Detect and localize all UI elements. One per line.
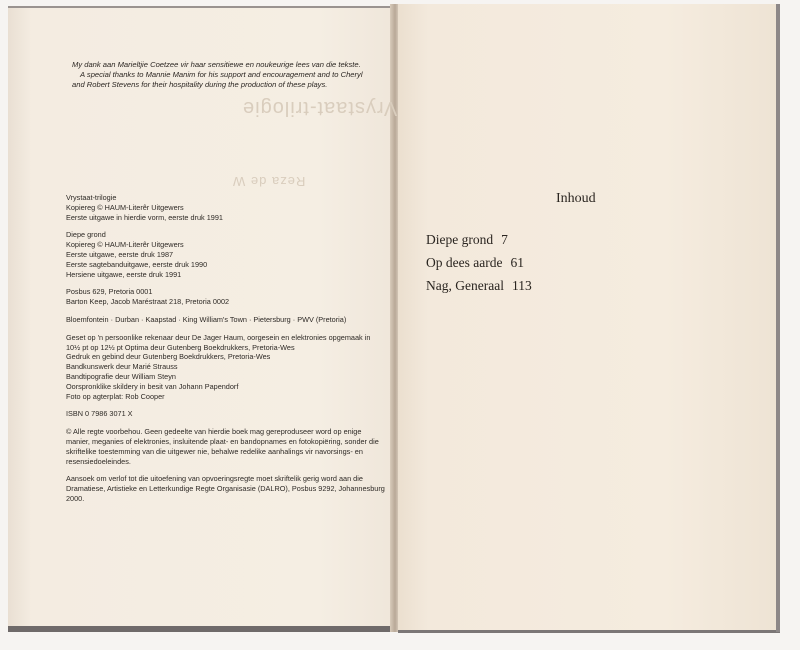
imprint-diepe-grond	[66, 230, 386, 279]
imprint-line: Eerste uitgawe in hierdie vorm, eerste druk 1991	[66, 212, 223, 222]
right-page	[398, 4, 780, 633]
right-page-edge	[776, 4, 780, 632]
imprint-line: Geset op 'n persoonlike rekenaar deur De Jager Haum, oorgesein en elektronies opgemaak in 10½ pt op 12½ pt Optima deur Gutenberg Boekdrukkers, Pretoria-Wes	[66, 332, 371, 352]
imprint-line: Eerste uitgawe, eerste druk 1987	[66, 249, 174, 259]
imprint-rights: © Alle regte voorbehou. Geen gedeelte van hierdie boek mag gereproduseer word op enige manier, meganies of elektronies, insluitende plaat- en bandopnames en fotokopiëring, sonder die skriftelike toestemming van die uitgewer nie, behalwe redelike aanhalings vir navorsings- en resensiedoeleindes.	[66, 427, 379, 466]
copyright-imprint	[66, 193, 386, 512]
imprint-line: Vrystaat-trilogie	[66, 193, 117, 202]
imprint-address	[66, 287, 386, 307]
show-through-author: Reza de W	[232, 174, 306, 189]
contents-entry-title: Nag, Generaal	[426, 278, 504, 293]
table-of-contents	[426, 232, 532, 301]
contents-entry	[426, 278, 532, 301]
imprint-performance-rights: Aansoek om verlof tot die uitoefening van opvoeringsregte moet skriftelik gerig word aan die Dramatiese, Artistieke en Letterkundige Regte Organisasie (DALRO), Posbus 9292, Johannesburg 2000.	[66, 474, 385, 503]
imprint-branches: Bloemfontein · Durban · Kaapstad · King William's Town · Pietersburg · PWV (Pretoria)	[66, 314, 347, 324]
contents-entry-title: Op dees aarde	[426, 255, 503, 270]
imprint-line: Gedruk en gebind deur Gutenberg Boekdrukkers, Pretoria-Wes	[66, 352, 271, 362]
contents-entry-page: 113	[511, 278, 532, 293]
imprint-line: Hersiene uitgawe, eerste druk 1991	[66, 269, 182, 279]
contents-entry-page: 7	[501, 232, 508, 247]
contents-entry-page: 61	[510, 255, 524, 270]
acknowledgement-english: A special thanks to Mannie Manim for his support and encouragement and to Cheryl and Robert Stevens for their hospitality during the production of these plays.	[72, 70, 363, 89]
contents-entry	[426, 232, 532, 255]
show-through-title: Vrystaat-trilogie	[242, 97, 398, 119]
imprint-line: Diepe grond	[66, 230, 106, 240]
imprint-line: Kopiereg © HAUM-Literêr Uitgewers	[66, 240, 184, 250]
contents-entry-title: Diepe grond	[426, 232, 494, 247]
imprint-line: Kopiereg © HAUM-Literêr Uitgewers	[66, 202, 184, 212]
acknowledgements	[72, 60, 372, 90]
imprint-line: Barton Keep, Jacob Maréstraat 218, Pretoria 0002	[66, 297, 230, 307]
imprint-line: Eerste sagtebanduitgawe, eerste druk 1990	[66, 259, 208, 269]
imprint-line: Posbus 629, Pretoria 0001	[66, 287, 153, 297]
imprint-line: Bandkunswerk deur Marié Strauss	[66, 362, 178, 372]
imprint-line: Oorspronklike skildery in besit van Johann Papendorf	[66, 381, 239, 391]
acknowledgement-afrikaans: My dank aan Marieltjie Coetzee vir haar sensitiewe en noukeurige lees van die tekste.	[72, 60, 361, 69]
imprint-trilogy	[66, 193, 386, 222]
imprint-isbn: ISBN 0 7986 3071 X	[66, 409, 133, 419]
imprint-line: Bandtipografie deur William Steyn	[66, 371, 176, 381]
contents-heading: Inhoud	[556, 191, 596, 206]
contents-entry	[426, 255, 532, 278]
imprint-line: Foto op agterplat: Rob Cooper	[66, 391, 165, 401]
imprint-production	[66, 333, 386, 402]
